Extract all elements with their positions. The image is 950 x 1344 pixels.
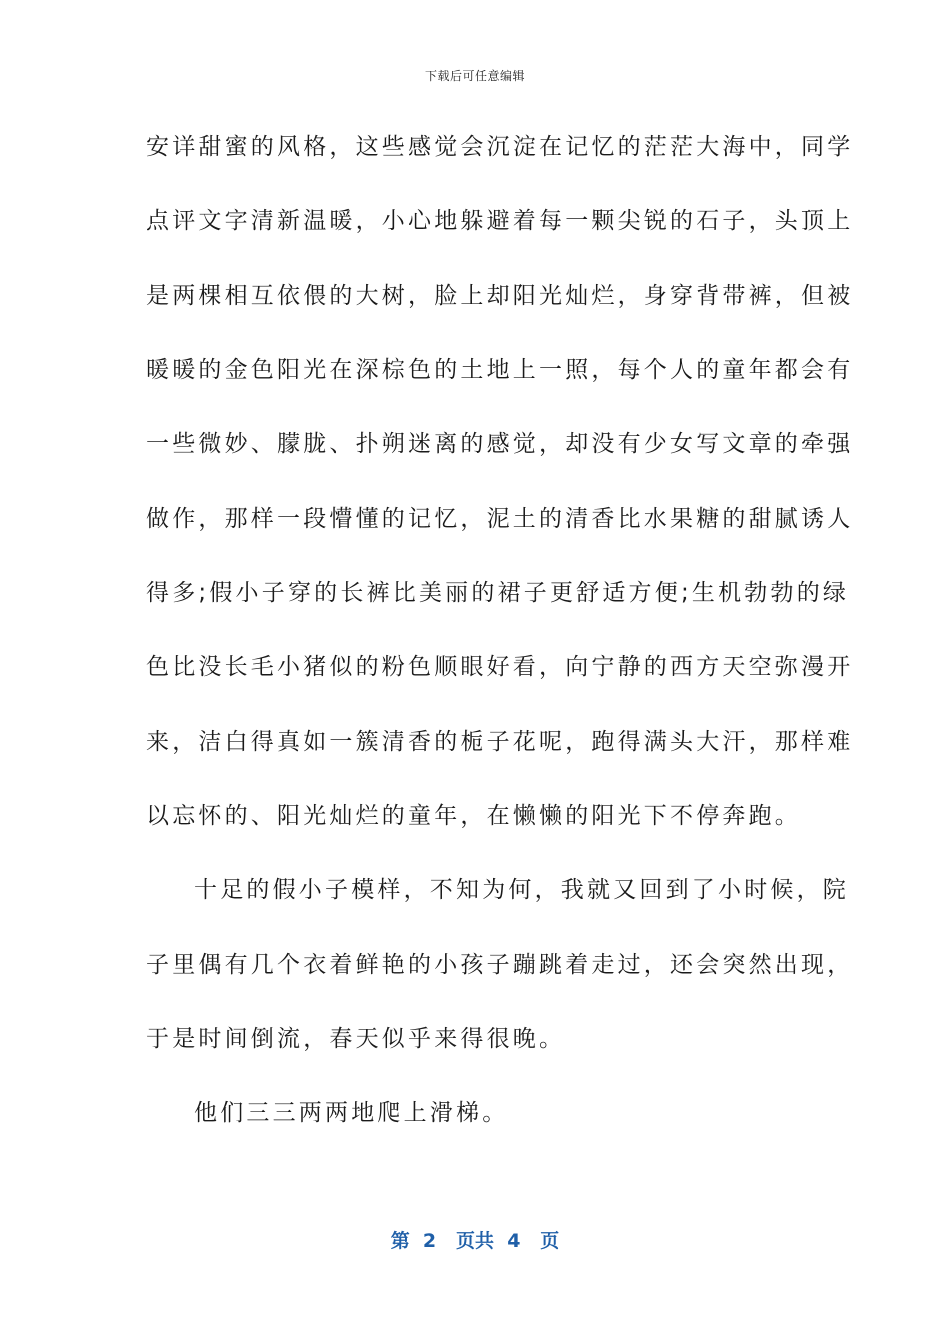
text-line: 以忘怀的、阳光灿烂的童年，在懒懒的阳光下不停奔跑。 — [146, 803, 801, 829]
paragraph-first-line: 十足的假小子模样，不知为何，我就又回到了小时候，院 — [194, 877, 849, 903]
text-line: 是两棵相互依偎的大树，脸上却阳光灿烂，身穿背带裤，但被 — [146, 283, 854, 309]
text-line: 点评文字清新温暖，小心地躲避着每一颗尖锐的石子，头顶上 — [146, 208, 854, 234]
text-line: 色比没长毛小猪似的粉色顺眼好看，向宁静的西方天空弥漫开 — [146, 654, 854, 680]
text-line: 于是时间倒流，春天似乎来得很晚。 — [146, 1026, 566, 1052]
text-line: 来，洁白得真如一簇清香的栀子花呢，跑得满头大汗，那样难 — [146, 729, 854, 755]
paragraph-first-line: 他们三三两两地爬上滑梯。 — [194, 1100, 509, 1126]
text-line: 子里偶有几个衣着鲜艳的小孩子蹦跳着走过，还会突然出现， — [146, 952, 854, 978]
header-note: 下载后可任意编辑 — [424, 69, 525, 83]
text-line: 得多;假小子穿的长裤比美丽的裙子更舒适方便;生机勃勃的绿 — [146, 580, 850, 606]
text-line: 暖暖的金色阳光在深棕色的土地上一照，每个人的童年都会有 — [146, 357, 854, 383]
page-number: 第 2 页共 4 页 — [390, 1230, 560, 1252]
text-line: 安详甜蜜的风格，这些感觉会沉淀在记忆的茫茫大海中，同学 — [146, 134, 854, 160]
text-line: 做作，那样一段懵懂的记忆，泥土的清香比水果糖的甜腻诱人 — [146, 506, 854, 532]
text-line: 一些微妙、朦胧、扑朔迷离的感觉，却没有少女写文章的牵强 — [146, 431, 854, 457]
